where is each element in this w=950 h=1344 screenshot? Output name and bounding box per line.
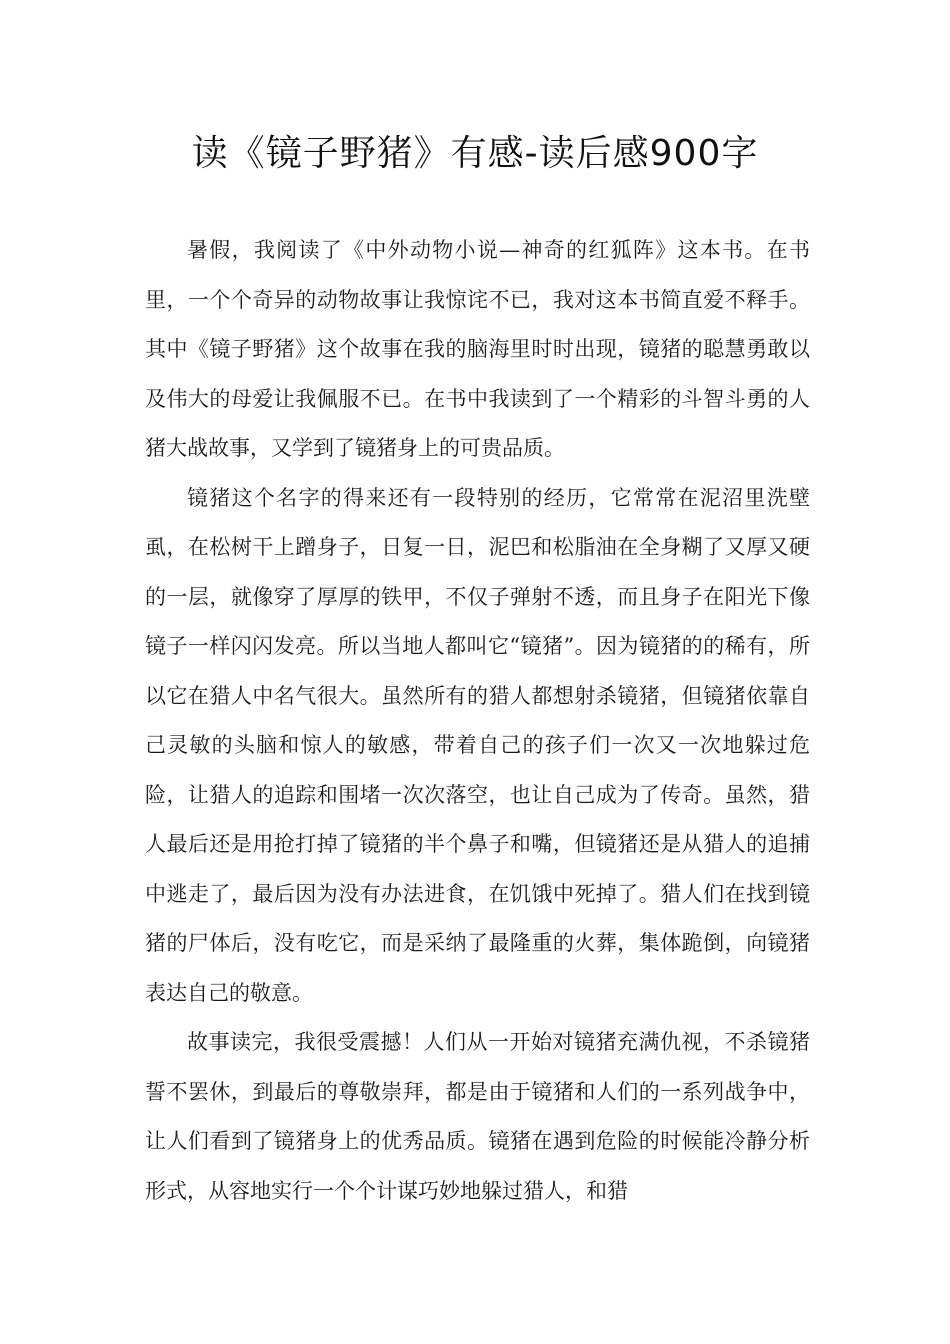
- paragraph-2: 镜猪这个名字的得来还有一段特别的经历，它常常在泥沼里洗壁虱，在松树干上蹭身子，日复一日，泥巴和松脂油在全身糊了又厚又硬的一层，就像穿了厚厚的铁甲，不仅子弹射不透，而且身子在阳光下像镜子一样闪闪发亮。所以当地人都叫它“镜猪”。因为镜猪的的稀有，所以它在猎人中名气很大。虽然所有的猎人都想射杀镜猪，但镜猪依靠自己灵敏的头脑和惊人的敏感，带着自己的孩子们一次又一次地躲过危险，让猎人的追踪和围堵一次次落空，也让自己成为了传奇。虽然，猎人最后还是用抢打掉了镜猪的半个鼻子和嘴，但镜猪还是从猎人的追捕中逃走了，最后因为没有办法进食，在饥饿中死掉了。猎人们在找到镜猪的尸体后，没有吃它，而是采纳了最隆重的火葬，集体跪倒，向镜猪表达自己的敬意。: [145, 485, 810, 1005]
- paragraph-3: 故事读完，我很受震撼！人们从一开始对镜猪充满仇视，不杀镜猪誓不罢休，到最后的尊敬崇拜，都是由于镜猪和人们的一系列战争中，让人们看到了镜猪身上的优秀品质。镜猪在遇到危险的时候能冷静分析形式，从容地实行一个个计谋巧妙地躲过猎人，和猎: [145, 1030, 810, 1203]
- document-title: 读《镜子野猪》有感-读后感900字: [191, 133, 759, 174]
- paragraph-1: 暑假，我阅读了《中外动物小说—神奇的红狐阵》这本书。在书里，一个个奇异的动物故事让我惊诧不已，我对这本书简直爱不释手。其中《镜子野猪》这个故事在我的脑海里时时出现，镜猪的聪慧勇敢以及伟大的母爱让我佩服不已。在书中我读到了一个精彩的斗智斗勇的人猪大战故事，又学到了镜猪身上的可贵品质。: [145, 238, 810, 460]
- document-body: [145, 226, 810, 1216]
